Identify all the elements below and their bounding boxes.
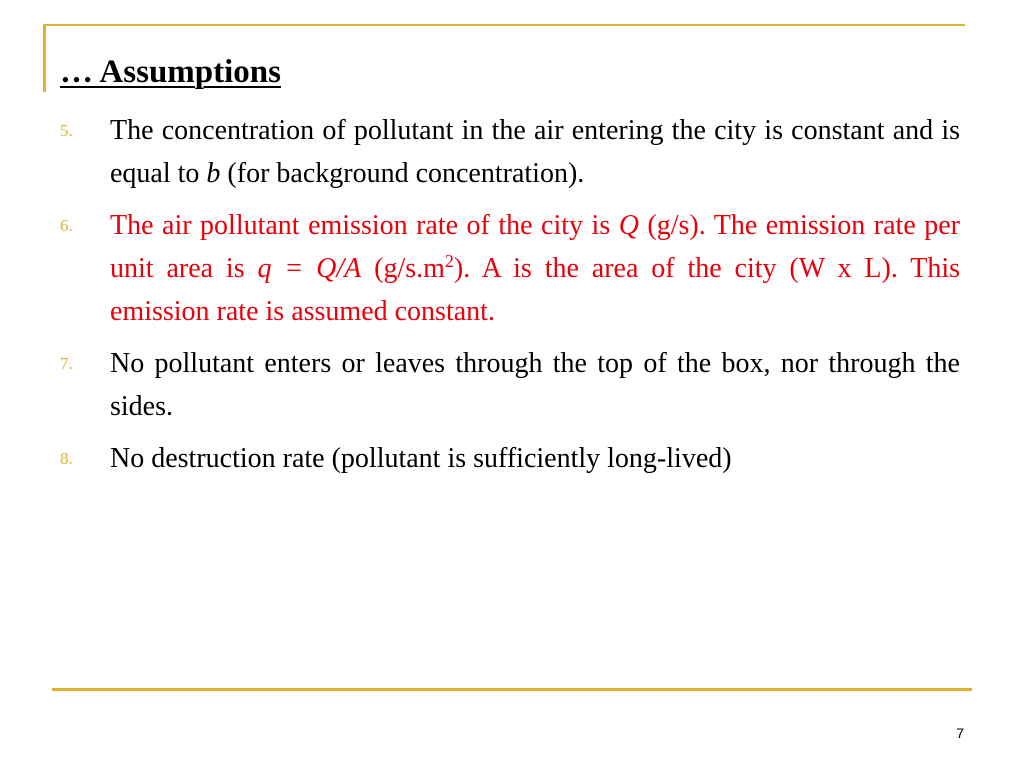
emission-rate-equation: q = Q/A bbox=[257, 253, 362, 284]
page-number: 7 bbox=[956, 725, 964, 741]
list-item-5 bbox=[60, 109, 960, 195]
list-item-number: 8. bbox=[60, 449, 73, 468]
emission-rate-symbol: Q bbox=[618, 210, 639, 241]
list-item-number: 7. bbox=[60, 354, 73, 373]
assumption-list bbox=[60, 109, 960, 489]
list-item-text: No destruction rate (pollutant is sufficiently long-lived) bbox=[110, 443, 732, 474]
superscript-2: 2 bbox=[444, 251, 454, 271]
list-item-text: The air pollutant emission rate of the city is Q (g/s). The emission rate per unit area is q = Q/A $(g/s.m^2)$. A is the area of the city (W x L). This emission rate is assumed constant. bbox=[110, 210, 961, 327]
list-item-8 bbox=[60, 437, 960, 480]
list-item-7 bbox=[60, 342, 960, 428]
list-item-number: 5. bbox=[60, 121, 73, 140]
list-item-6 bbox=[60, 204, 960, 333]
list-item-text: No pollutant enters or leaves through the top of the box, nor through the sides. bbox=[110, 348, 960, 422]
list-item-number: 6. bbox=[60, 216, 73, 235]
background-concentration-symbol: b bbox=[206, 158, 221, 189]
list-item-text: The concentration of pollutant in the air entering the city is constant and is equal to b (for background concentration). bbox=[110, 115, 960, 189]
frame-left-line bbox=[43, 24, 46, 92]
slide-title: … Assumptions bbox=[60, 54, 281, 90]
frame-top-line bbox=[43, 24, 965, 26]
frame-bottom-line bbox=[52, 688, 972, 691]
